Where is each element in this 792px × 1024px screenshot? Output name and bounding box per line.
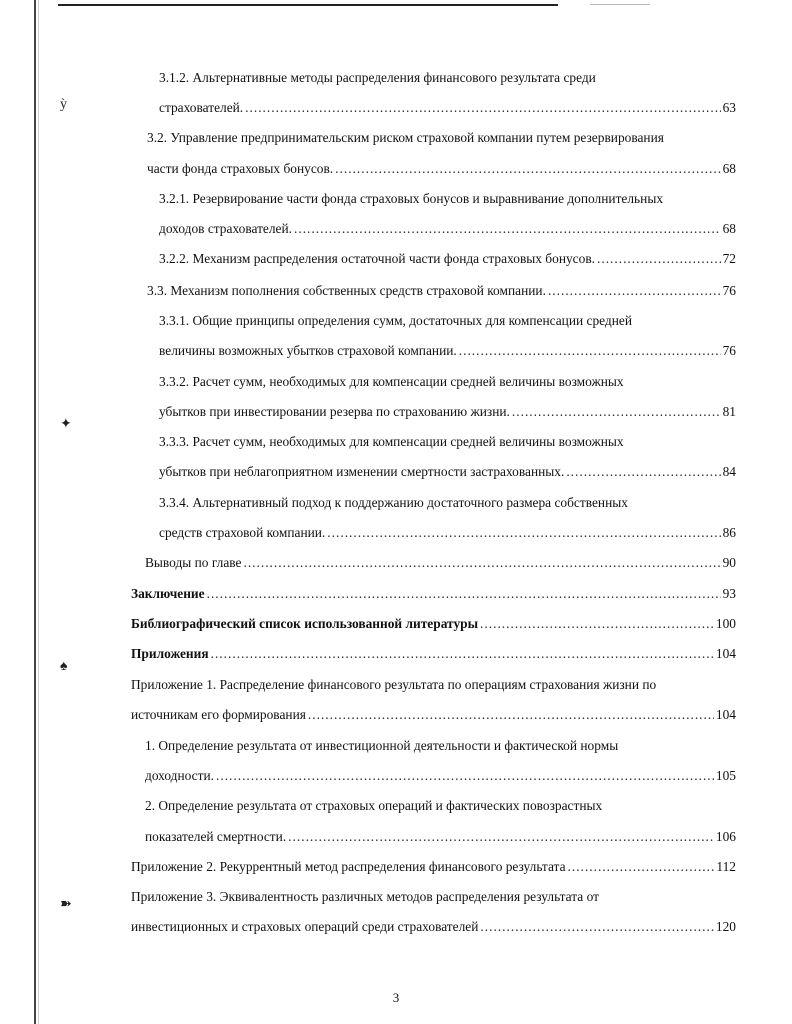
toc-entry-text: Выводы по главе [145, 555, 242, 570]
toc-entry-text: Приложение 2. Рекуррентный метод распределения финансового результата [131, 859, 566, 874]
toc-page-number: 112 [716, 859, 736, 874]
toc-entry-appendix-2[interactable] [131, 858, 736, 876]
toc-entry-text: Заключение [131, 586, 205, 601]
toc-entry-appendix-1[interactable] [131, 706, 736, 724]
toc-entry-text: показателей смертности. [145, 829, 287, 844]
toc-dot-leader [216, 767, 714, 785]
toc-entry-3-2[interactable] [147, 160, 736, 178]
toc-entry-bibliography[interactable] [131, 615, 736, 633]
scan-left-border-secondary [38, 0, 39, 1024]
margin-mark-icon: ♠ [60, 659, 68, 674]
toc-dot-leader [566, 463, 720, 481]
page-number: 3 [392, 990, 400, 1005]
toc-entry-3-2-line1: 3.2. Управление предпринимательским риском страховой компании путем резервирования [147, 130, 664, 145]
toc-page-number: 104 [715, 646, 736, 661]
toc-page-number: 68 [722, 161, 736, 176]
toc-entry-3-1-2[interactable] [159, 99, 736, 117]
toc-entry-appendix-3-line1: Приложение 3. Эквивалентность различных методов распределения результата от [131, 889, 599, 904]
toc-entry-appendices[interactable] [131, 645, 736, 663]
toc-entry-text: части фонда страховых бонусов. [147, 161, 334, 176]
toc-entry-conclusion[interactable] [131, 585, 736, 603]
margin-mark-icon: ➽ [60, 897, 72, 912]
top-rule-fragment [590, 4, 650, 5]
toc-page-number: 104 [715, 707, 736, 722]
toc-entry-3-3-3[interactable] [159, 463, 736, 481]
toc-entry-text: инвестиционных и страховых операций среди страхователей [131, 919, 479, 934]
toc-entry-text: источникам его формирования [131, 707, 306, 722]
scan-left-border [34, 0, 36, 1024]
toc-entry-3-3-2-line1: 3.3.2. Расчет сумм, необходимых для компенсации средней величины возможных [159, 374, 624, 389]
toc-page-number: 105 [715, 768, 736, 783]
toc-entry-text: доходов страхователей. [159, 221, 293, 236]
toc-entry-appendix-1-1[interactable] [145, 767, 736, 785]
toc-dot-leader [327, 524, 720, 542]
toc-page-number: 76 [722, 343, 736, 358]
toc-dot-leader [459, 342, 721, 360]
toc-dot-leader [245, 99, 720, 117]
toc-entry-3-3-4-line1: 3.3.4. Альтернативный подход к поддержанию достаточного размера собственных [159, 495, 628, 510]
top-rule [58, 4, 558, 6]
toc-page-number: 68 [722, 221, 736, 236]
toc-page-number: 63 [722, 100, 736, 115]
toc-entry-text: Приложения [131, 646, 209, 661]
toc-dot-leader [480, 918, 714, 936]
toc-page-number: 106 [715, 829, 736, 844]
toc-dot-leader [207, 585, 721, 603]
toc-entry-text: доходности. [145, 768, 214, 783]
toc-page-number: 90 [722, 555, 736, 570]
toc-entry-text: убытков при неблагоприятном изменении смертности застрахованных. [159, 464, 565, 479]
toc-page-number: 84 [722, 464, 736, 479]
toc-dot-leader [548, 282, 721, 300]
toc-entry-text: 3.2.2. Механизм распределения остаточной части фонда страховых бонусов. [159, 251, 595, 266]
toc-entry-3-3-2[interactable] [159, 403, 736, 421]
toc-dot-leader [597, 250, 721, 268]
toc-entry-appendix-1-2-line1: 2. Определение результата от страховых операций и фактических повозрастных [145, 798, 603, 813]
margin-mark-icon: ỳ [60, 97, 67, 112]
toc-page-number: 120 [715, 919, 736, 934]
toc-entry-3-2-1-line1: 3.2.1. Резервирование части фонда страховых бонусов и выравнивание дополнительных [159, 191, 664, 206]
toc-entry-3-3-4[interactable] [159, 524, 736, 542]
toc-entry-3-3[interactable] [147, 282, 736, 300]
toc-entry-text: страхователей. [159, 100, 244, 115]
toc-entry-3-3-3-line1: 3.3.3. Расчет сумм, необходимых для компенсации средней величины возможных [159, 434, 624, 449]
toc-page-number: 86 [722, 525, 736, 540]
toc-page-number: 81 [722, 404, 736, 419]
toc-entry-appendix-1-line1: Приложение 1. Распределение финансового результата по операциям страхования жизни по [131, 677, 657, 692]
toc-dot-leader [288, 828, 714, 846]
toc-entry-text: 3.3. Механизм пополнения собственных средств страховой компании. [147, 283, 546, 298]
toc-entry-3-3-1-line1: 3.3.1. Общие принципы определения сумм, достаточных для компенсации средней [159, 313, 633, 328]
toc-dot-leader [512, 403, 721, 421]
toc-page-number: 93 [722, 586, 736, 601]
toc-entry-3-2-1[interactable] [159, 220, 736, 238]
toc-page-number: 100 [715, 616, 736, 631]
toc-entry-text: величины возможных убытков страховой компании. [159, 343, 457, 358]
toc-entry-3-3-1[interactable] [159, 342, 736, 360]
toc-entry-3-1-2-line1: 3.1.2. Альтернативные методы распределения финансового результата среди [159, 70, 596, 85]
toc-page-number: 72 [722, 251, 736, 266]
toc-entry-appendix-1-1-line1: 1. Определение результата от инвестиционной деятельности и фактической нормы [145, 738, 619, 753]
toc-dot-leader [335, 160, 720, 178]
toc-entry-chapter-conclusions[interactable] [145, 554, 736, 572]
toc-entry-text: убытков при инвестировании резерва по страхованию жизни. [159, 404, 510, 419]
toc-dot-leader [294, 220, 721, 238]
margin-mark-icon: ✦ [60, 417, 72, 432]
toc-entry-text: Библиографический список использованной литературы [131, 616, 479, 631]
toc-page-number: 76 [722, 283, 736, 298]
toc-entry-text: средств страховой компании. [159, 525, 326, 540]
toc-dot-leader [308, 706, 714, 724]
toc-dot-leader [568, 858, 715, 876]
toc-dot-leader [480, 615, 714, 633]
toc-dot-leader [243, 554, 720, 572]
toc-entry-appendix-1-2[interactable] [145, 828, 736, 846]
toc-entry-appendix-3[interactable] [131, 918, 736, 936]
toc-dot-leader [211, 645, 714, 663]
toc-entry-3-2-2[interactable] [159, 250, 736, 268]
